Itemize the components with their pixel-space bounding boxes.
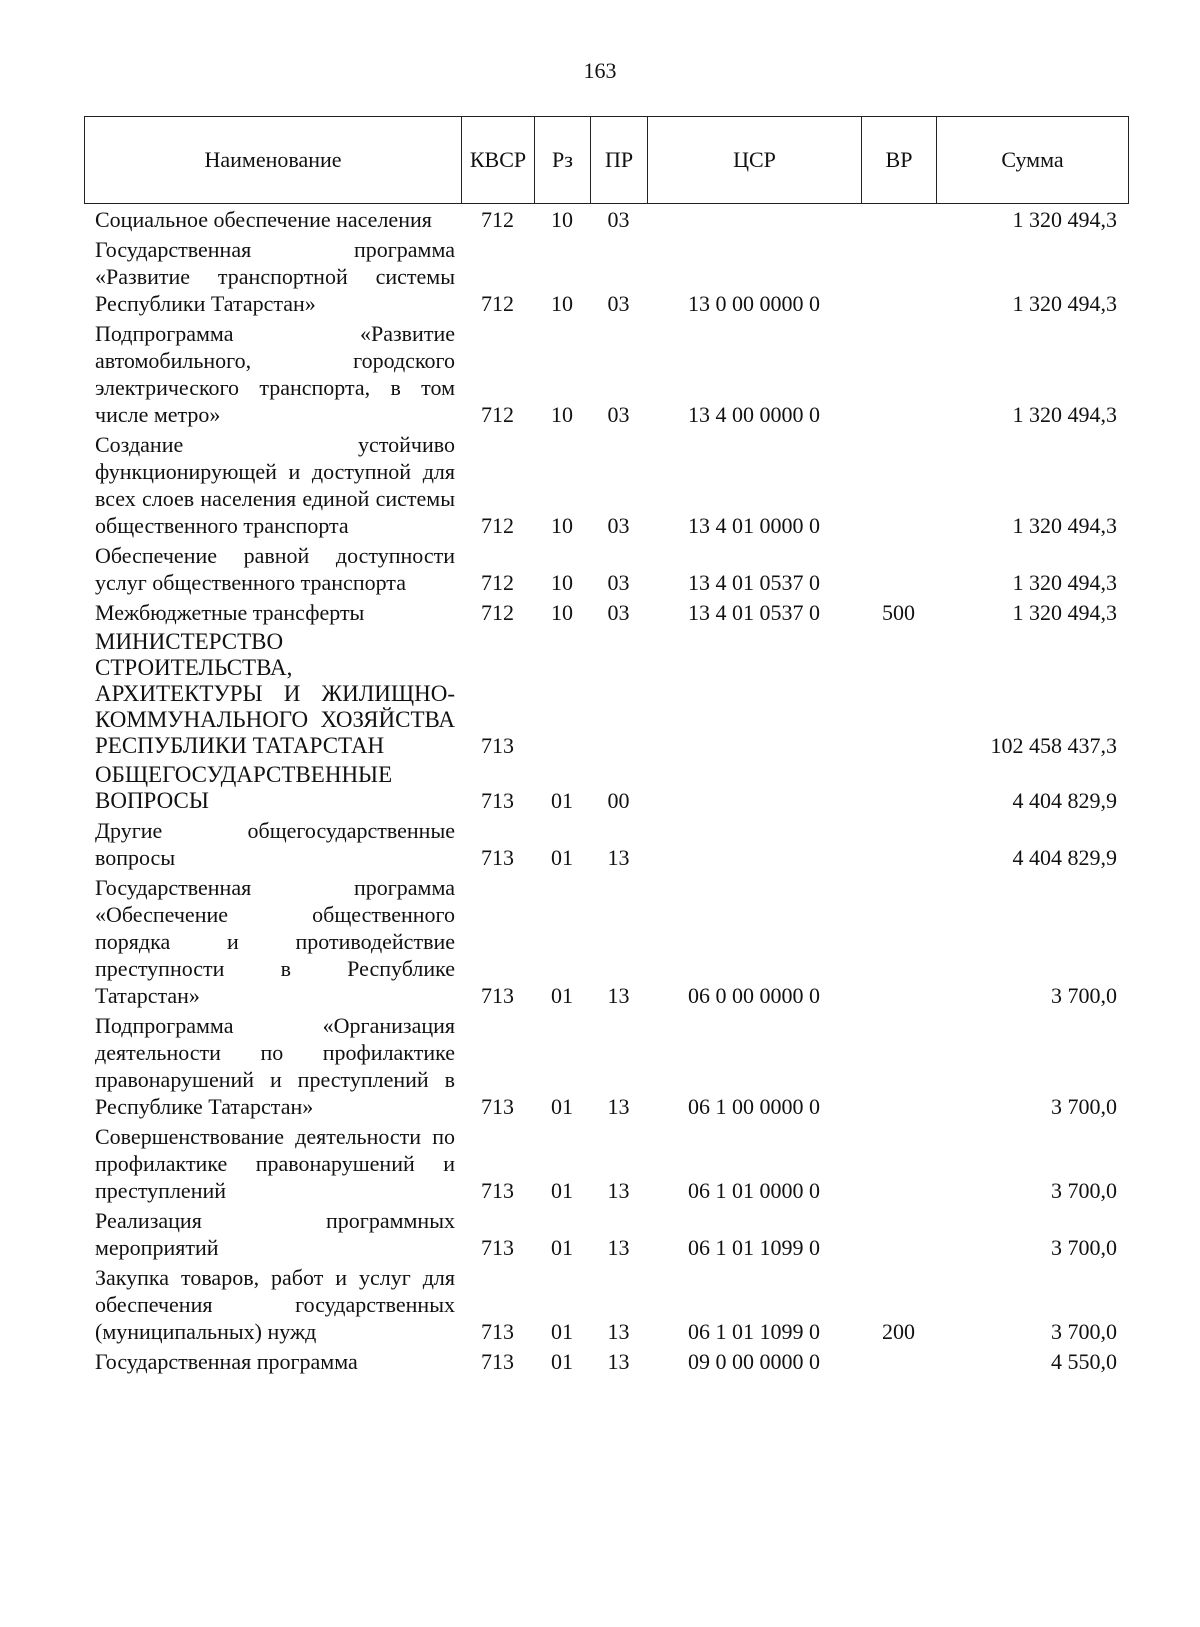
- cell-pr: 13: [607, 1319, 630, 1344]
- cell-pr: 03: [607, 402, 630, 427]
- cell-kvsr: 712: [481, 570, 514, 595]
- cell-name: Государственная программа «Развитие транспортной системы Республики Татарстан»: [95, 237, 455, 316]
- cell-sum: 4 404 829,9: [1012, 788, 1117, 813]
- cell-rz: 10: [551, 513, 573, 538]
- table-row: [84, 542, 1129, 596]
- cell-name: МИНИСТЕРСТВО СТРОИТЕЛЬСТВА, АРХИТЕКТУРЫ И ЖИЛИЩНО-КОММУНАЛЬНОГО ХОЗЯЙСТВА РЕСПУБЛИКИ ТАТАРСТАН: [95, 629, 455, 758]
- cell-sum: 3 700,0: [1051, 983, 1117, 1008]
- cell-name: Создание устойчиво функционирующей и доступной для всех слоев населения единой системы общественного транспорта: [95, 432, 455, 538]
- column-header-kvsr: КВСР: [462, 117, 535, 203]
- cell-rz: 10: [551, 600, 573, 625]
- cell-kvsr: 713: [481, 1094, 514, 1119]
- table-row: [84, 1264, 1129, 1345]
- cell-kvsr: 712: [481, 513, 514, 538]
- cell-kvsr: 712: [481, 291, 514, 316]
- cell-pr: 03: [607, 600, 630, 625]
- cell-sum: 1 320 494,3: [1012, 291, 1117, 316]
- table-row: [84, 1207, 1129, 1261]
- cell-csr: 13 0 00 0000 0: [688, 291, 820, 316]
- cell-kvsr: 712: [481, 207, 514, 232]
- cell-kvsr: 713: [481, 1319, 514, 1344]
- table-body: [84, 206, 1129, 1378]
- cell-rz: 01: [551, 1319, 573, 1344]
- cell-csr: 06 1 01 1099 0: [688, 1235, 820, 1260]
- cell-kvsr: 713: [481, 845, 514, 870]
- cell-csr: 06 1 00 0000 0: [688, 1094, 820, 1119]
- cell-csr: 13 4 00 0000 0: [688, 402, 820, 427]
- cell-kvsr: 713: [481, 983, 514, 1008]
- cell-kvsr: 713: [481, 788, 514, 813]
- column-header-name: Наименование: [85, 117, 462, 203]
- cell-sum: 4 550,0: [1051, 1349, 1117, 1374]
- table-row: [84, 817, 1129, 871]
- cell-rz: 10: [551, 570, 573, 595]
- cell-pr: 03: [607, 291, 630, 316]
- table-row: [84, 762, 1129, 814]
- cell-rz: 01: [551, 1235, 573, 1260]
- table-row: [84, 599, 1129, 626]
- cell-kvsr: 712: [481, 600, 514, 625]
- cell-sum: 4 404 829,9: [1012, 845, 1117, 870]
- cell-rz: 01: [551, 1349, 573, 1374]
- column-header-csr: ЦСР: [648, 117, 862, 203]
- cell-sum: 3 700,0: [1051, 1094, 1117, 1119]
- cell-pr: 03: [607, 207, 630, 232]
- cell-rz: 10: [551, 207, 573, 232]
- cell-sum: 3 700,0: [1051, 1319, 1117, 1344]
- cell-pr: 03: [607, 570, 630, 595]
- cell-name: Подпрограмма «Организация деятельности по профилактике правонарушений и преступлений в Республике Татарстан»: [95, 1013, 455, 1119]
- cell-name: ОБЩЕГОСУДАРСТВЕННЫЕ ВОПРОСЫ: [95, 762, 393, 813]
- cell-csr: 13 4 01 0537 0: [688, 570, 820, 595]
- cell-rz: 01: [551, 788, 573, 813]
- cell-csr: 13 4 01 0000 0: [688, 513, 820, 538]
- cell-pr: 13: [607, 845, 630, 870]
- cell-pr: 13: [607, 1349, 630, 1374]
- cell-pr: 00: [607, 788, 630, 813]
- cell-sum: 1 320 494,3: [1012, 207, 1117, 232]
- cell-sum: 1 320 494,3: [1012, 402, 1117, 427]
- cell-kvsr: 712: [481, 402, 514, 427]
- cell-kvsr: 713: [481, 1178, 514, 1203]
- cell-vr: 200: [882, 1319, 915, 1344]
- cell-sum: 1 320 494,3: [1012, 570, 1117, 595]
- table-row: [84, 1348, 1129, 1375]
- table-row: [84, 206, 1129, 233]
- cell-pr: 13: [607, 1178, 630, 1203]
- column-header-pr: ПР: [591, 117, 648, 203]
- cell-rz: 10: [551, 291, 573, 316]
- table-header: [84, 116, 1129, 204]
- page-number: 163: [583, 58, 617, 83]
- table-row: [84, 236, 1129, 317]
- cell-pr: 13: [607, 1235, 630, 1260]
- cell-rz: 01: [551, 845, 573, 870]
- cell-name: Социальное обеспечение населения: [95, 207, 432, 232]
- cell-rz: 10: [551, 402, 573, 427]
- cell-pr: 13: [607, 983, 630, 1008]
- table-row: [84, 1123, 1129, 1204]
- cell-csr: 09 0 00 0000 0: [688, 1349, 820, 1374]
- cell-name: Государственная программа: [95, 1349, 358, 1374]
- column-header-rz: Рз: [535, 117, 591, 203]
- cell-rz: 01: [551, 1178, 573, 1203]
- cell-name: Закупка товаров, работ и услуг для обеспечения государственных (муниципальных) нужд: [95, 1265, 455, 1344]
- cell-sum: 1 320 494,3: [1012, 600, 1117, 625]
- cell-name: Подпрограмма «Развитие автомобильного, городского электрического транспорта, в том числе метро»: [95, 321, 455, 427]
- table-row: [84, 320, 1129, 428]
- cell-rz: 01: [551, 983, 573, 1008]
- cell-vr: 500: [882, 600, 915, 625]
- table-row: [84, 1012, 1129, 1120]
- cell-name: Реализация программных мероприятий: [95, 1208, 455, 1260]
- cell-csr: 06 1 01 1099 0: [688, 1319, 820, 1344]
- cell-sum: 3 700,0: [1051, 1178, 1117, 1203]
- table-row: [84, 629, 1129, 759]
- cell-kvsr: 713: [481, 1349, 514, 1374]
- cell-name: Государственная программа «Обеспечение общественного порядка и противодействие преступности в Республике Татарстан»: [95, 875, 455, 1008]
- cell-name: Совершенствование деятельности по профилактике правонарушений и преступлений: [95, 1124, 455, 1203]
- cell-csr: 13 4 01 0537 0: [688, 600, 820, 625]
- table-row: [84, 431, 1129, 539]
- cell-name: Обеспечение равной доступности услуг общественного транспорта: [95, 543, 455, 595]
- cell-sum: 102 458 437,3: [990, 733, 1117, 758]
- cell-kvsr: 713: [481, 1235, 514, 1260]
- cell-sum: 1 320 494,3: [1012, 513, 1117, 538]
- cell-csr: 06 0 00 0000 0: [688, 983, 820, 1008]
- cell-rz: 01: [551, 1094, 573, 1119]
- cell-sum: 3 700,0: [1051, 1235, 1117, 1260]
- cell-pr: 03: [607, 513, 630, 538]
- cell-pr: 13: [607, 1094, 630, 1119]
- cell-csr: 06 1 01 0000 0: [688, 1178, 820, 1203]
- column-header-vr: ВР: [862, 117, 937, 203]
- column-header-sum: Сумма: [1001, 147, 1064, 172]
- cell-name: Межбюджетные трансферты: [95, 600, 365, 625]
- cell-name: Другие общегосударственные вопросы: [95, 818, 455, 870]
- table-row: [84, 874, 1129, 1009]
- cell-kvsr: 713: [481, 733, 514, 758]
